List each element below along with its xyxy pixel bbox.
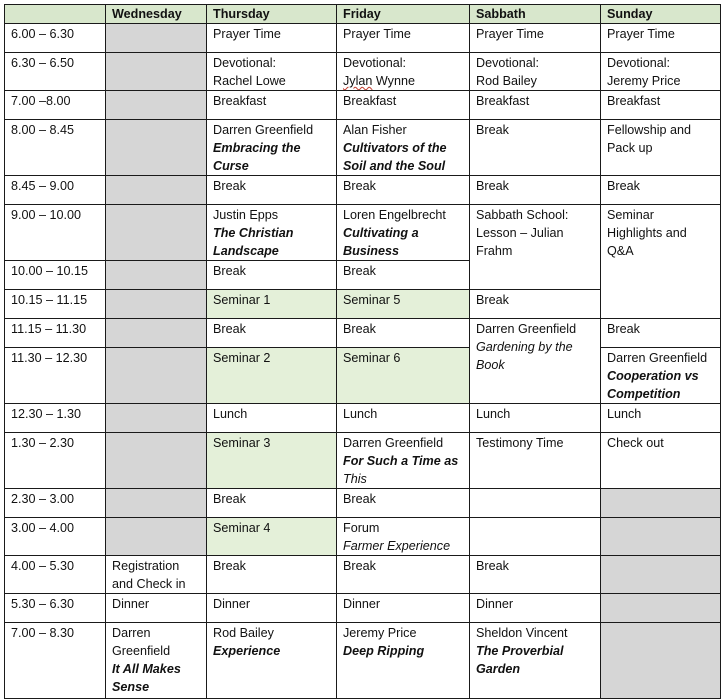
speaker: Darren Greenfield [476,322,577,336]
speaker: Darren Greenfield [607,351,708,365]
table-row [5,433,721,489]
session-title: The Christian [213,226,294,240]
cell [337,518,470,556]
cell-line: Q&A [607,244,634,258]
speaker: Darren [112,626,151,640]
cell: Break [207,176,337,205]
cell-line: Fellowship and [607,123,692,137]
table-row [5,53,721,91]
cell [470,205,601,290]
cell: Break [337,489,470,518]
cell-line: Lesson – Julian [476,226,564,240]
cell-text: Wynne [372,74,415,88]
cell: Prayer Time [601,24,721,53]
time-cell: 12.30 – 1.30 [5,404,106,433]
cell: Breakfast [470,91,601,120]
table-row [5,91,721,120]
time-cell: 6.30 – 6.50 [5,53,106,91]
table-row [5,176,721,205]
empty-cell [601,623,721,699]
cell-line: Devotional: [607,56,671,70]
table-row [5,404,721,433]
empty-cell [106,319,207,348]
empty-cell [106,120,207,176]
seminar-cell: Seminar 2 [207,348,337,404]
cell-line: Frahm [476,244,513,258]
speaker: Rod Bailey [213,626,274,640]
cell [470,53,601,91]
session-title: Deep Ripping [343,644,425,658]
cell [106,623,207,699]
cell: Prayer Time [337,24,470,53]
cell: Dinner [470,594,601,623]
cell: Breakfast [207,91,337,120]
cell-line: Devotional: [343,56,407,70]
cell: Break [601,319,721,348]
seminar-cell: Seminar 3 [207,433,337,489]
time-cell: 9.00 – 10.00 [5,205,106,261]
cell: Testimony Time [470,433,601,489]
session-title: Competition [607,387,681,401]
empty-cell [470,518,601,556]
cell [337,623,470,699]
empty-cell [106,433,207,489]
cell: Break [207,556,337,594]
cell-line: Highlights and [607,226,687,240]
time-cell: 3.00 – 4.00 [5,518,106,556]
cell [337,120,470,176]
cell: Dinner [106,594,207,623]
header-thursday: Thursday [207,5,337,24]
seminar-cell: Seminar 5 [337,290,470,319]
speaker: Sheldon Vincent [476,626,568,640]
session-title: This [343,472,367,486]
cell: Lunch [601,404,721,433]
empty-cell [601,489,721,518]
table-row [5,319,721,348]
cell-line: Farmer Experience [343,539,451,553]
cell: Break [207,319,337,348]
cell [207,205,337,261]
cell: Break [470,290,601,319]
table-row [5,348,721,404]
speaker: Darren Greenfield [343,436,444,450]
time-cell: 10.15 – 11.15 [5,290,106,319]
cell: Dinner [337,594,470,623]
empty-cell [601,556,721,594]
cell [601,120,721,176]
cell [337,53,470,91]
cell: Break [207,489,337,518]
cell: Break [337,176,470,205]
cell [601,205,721,319]
cell [207,120,337,176]
spellcheck-word: Jylan [343,74,373,88]
table-row [5,120,721,176]
empty-cell [106,261,207,290]
cell: Lunch [470,404,601,433]
session-title: Embracing the [213,141,301,155]
time-cell: 10.00 – 10.15 [5,261,106,290]
speaker: Justin Epps [213,208,279,222]
cell [470,623,601,699]
seminar-cell: Seminar 4 [207,518,337,556]
time-cell: 7.00 –8.00 [5,91,106,120]
cell-line: Registration [112,559,180,573]
cell: Break [207,261,337,290]
cell-line: Devotional: [476,56,540,70]
cell: Break [337,261,470,290]
session-title: Cultivating a [343,226,419,240]
table-row [5,623,721,699]
cell-line [343,72,463,90]
cell: Break [470,120,601,176]
header-sabbath: Sabbath [470,5,601,24]
cell [601,53,721,91]
time-cell: 6.00 – 6.30 [5,24,106,53]
cell [601,348,721,404]
session-title: Sense [112,680,150,694]
header-row [5,5,721,24]
seminar-cell: Seminar 6 [337,348,470,404]
table-row [5,518,721,556]
cell [470,319,601,404]
cell-line: Rod Bailey [476,74,537,88]
cell [337,205,470,261]
table-row [5,24,721,53]
session-title: The Proverbial [476,644,564,658]
cell: Break [470,176,601,205]
header-wednesday: Wednesday [106,5,207,24]
cell [337,433,470,489]
cell-line: Devotional: [213,56,277,70]
cell: Dinner [207,594,337,623]
session-title: Cooperation vs [607,369,699,383]
cell: Prayer Time [470,24,601,53]
cell-line: and Check in [112,577,186,591]
cell-line: Pack up [607,141,653,155]
empty-cell [601,594,721,623]
cell-line: Seminar [607,208,654,222]
empty-cell [106,404,207,433]
session-title: It All Makes [112,662,181,676]
session-title: Curse [213,159,249,173]
session-title: Cultivators of the [343,141,447,155]
cell-line: Jeremy Price [607,74,681,88]
empty-cell [106,348,207,404]
session-title: Gardening by the [476,340,573,354]
table-row [5,205,721,261]
table-row [5,489,721,518]
empty-cell [106,176,207,205]
time-cell: 11.30 – 12.30 [5,348,106,404]
header-sunday: Sunday [601,5,721,24]
session-title: Landscape [213,244,279,258]
cell: Breakfast [601,91,721,120]
empty-cell [470,489,601,518]
empty-cell [106,91,207,120]
cell [207,623,337,699]
cell [106,556,207,594]
empty-cell [106,24,207,53]
empty-cell [106,518,207,556]
cell: Lunch [337,404,470,433]
time-cell: 8.00 – 8.45 [5,120,106,176]
cell-line: Sabbath School: [476,208,569,222]
session-title: Soil and the Soul [343,159,446,173]
header-time [5,5,106,24]
cell: Break [337,556,470,594]
cell: Prayer Time [207,24,337,53]
time-cell: 5.30 – 6.30 [5,594,106,623]
speaker: Alan Fisher [343,123,407,137]
speaker: Loren Engelbrecht [343,208,446,222]
speaker: Darren Greenfield [213,123,314,137]
session-title: Book [476,358,505,372]
cell-line: Forum [343,521,380,535]
table-row [5,594,721,623]
time-cell: 7.00 – 8.30 [5,623,106,699]
time-cell: 2.30 – 3.00 [5,489,106,518]
time-cell: 8.45 – 9.00 [5,176,106,205]
time-cell: 11.15 – 11.30 [5,319,106,348]
cell: Break [337,319,470,348]
empty-cell [106,53,207,91]
speaker: Jeremy Price [343,626,417,640]
session-title: Business [343,244,399,258]
time-cell: 4.00 – 5.30 [5,556,106,594]
empty-cell [601,518,721,556]
seminar-cell: Seminar 1 [207,290,337,319]
session-title: For Such a Time as [343,454,459,468]
schedule-table [4,4,721,699]
cell-line: Rachel Lowe [213,74,286,88]
session-title: Experience [213,644,281,658]
table-row [5,556,721,594]
empty-cell [106,290,207,319]
empty-cell [106,205,207,261]
cell: Breakfast [337,91,470,120]
cell [207,53,337,91]
speaker: Greenfield [112,644,171,658]
cell: Break [470,556,601,594]
cell: Break [601,176,721,205]
cell: Check out [601,433,721,489]
empty-cell [106,489,207,518]
time-cell: 1.30 – 2.30 [5,433,106,489]
session-title: Garden [476,662,521,676]
header-friday: Friday [337,5,470,24]
cell: Lunch [207,404,337,433]
